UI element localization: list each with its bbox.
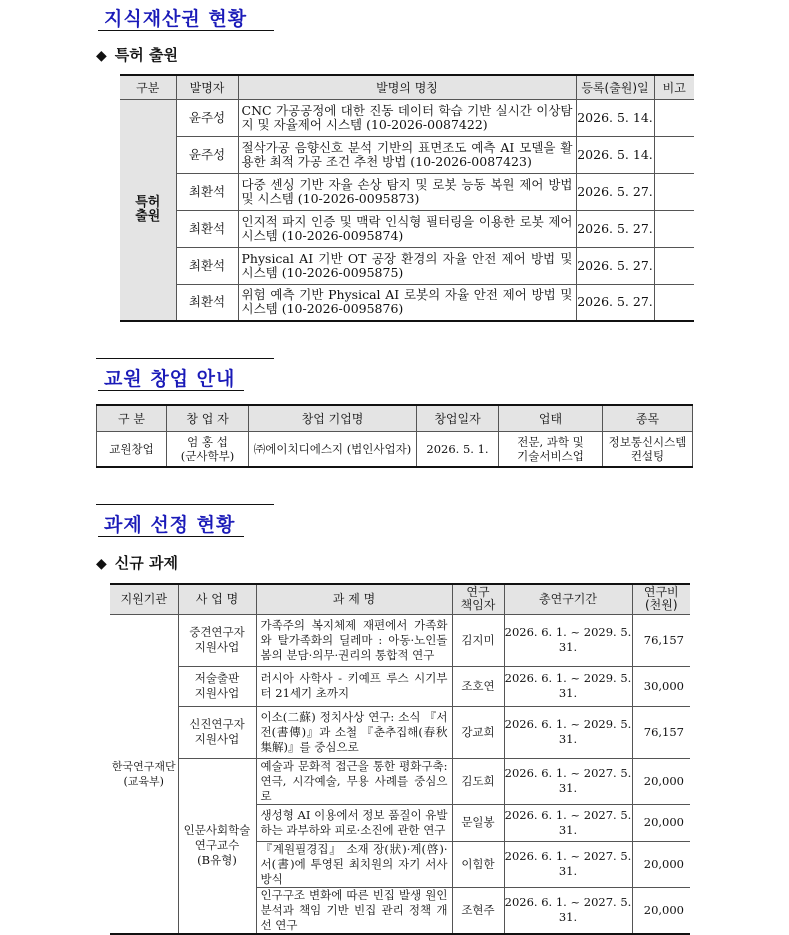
inventor-cell: 최환석 — [176, 284, 238, 321]
table-row — [110, 666, 690, 706]
remarks-cell — [654, 99, 694, 136]
invention-title-cell: 다중 센싱 기반 자율 손상 탐지 및 로봇 능동 복원 제어 방법 및 시스템 (10-2026-0095873) — [238, 173, 576, 210]
budget-cell: 76,157 — [632, 706, 690, 758]
inventor-cell: 최환석 — [176, 173, 238, 210]
program-cell — [178, 666, 256, 706]
date-cell: 2026. 5. 27. — [576, 284, 654, 321]
pi-cell: 강교희 — [452, 706, 504, 758]
patent-table — [120, 74, 694, 322]
remarks-cell — [654, 136, 694, 173]
program-line: 연구교수 — [194, 838, 240, 852]
agency-ministry: (교육부) — [123, 774, 164, 788]
business-item-cell — [603, 431, 693, 467]
period-cell: 2026. 6. 1. ~ 2029. 5. 31. — [504, 666, 632, 706]
program-cell — [178, 758, 256, 934]
period-cell: 2026. 6. 1. ~ 2029. 5. 31. — [504, 706, 632, 758]
inventor-cell: 윤주성 — [176, 136, 238, 173]
table-row — [120, 247, 694, 284]
date-cell: 2026. 5. 27. — [576, 173, 654, 210]
period-cell: 2026. 6. 1. ~ 2027. 5. 31. — [504, 804, 632, 841]
startup-header-row — [97, 405, 693, 431]
col-business-item: 종목 — [603, 405, 693, 431]
table-row — [120, 136, 694, 173]
invention-title-cell: Physical AI 기반 OT 공장 환경의 자율 안전 제어 방법 및 시스템 (10-2026-0095875) — [238, 247, 576, 284]
pi-cell: 조호연 — [452, 666, 504, 706]
company-cell: ㈜에이치디에스지 (법인사업자) — [249, 431, 417, 467]
col-budget — [632, 584, 690, 614]
patent-subtitle — [96, 44, 178, 65]
program-cell — [178, 706, 256, 758]
table-row — [120, 99, 694, 136]
program-line: (B유형) — [197, 853, 237, 867]
pi-cell: 조현주 — [452, 887, 504, 934]
diamond-bullet-icon: ◆ — [96, 556, 107, 572]
program-line: 인문사회학술 — [183, 823, 251, 837]
budget-cell: 20,000 — [632, 887, 690, 934]
col-agency: 지원기관 — [110, 584, 178, 614]
program-line: 지원사업 — [194, 732, 240, 746]
diamond-bullet-icon: ◆ — [96, 48, 107, 64]
table-row — [110, 706, 690, 758]
budget-cell: 76,157 — [632, 614, 690, 666]
invention-title-cell: 위험 예측 기반 Physical AI 로봇의 자율 안전 제어 방법 및 시스템 (10-2026-0095876) — [238, 284, 576, 321]
pi-cell: 김도희 — [452, 758, 504, 804]
date-cell: 2026. 5. 14. — [576, 136, 654, 173]
table-row — [110, 758, 690, 804]
col-category: 구분 — [120, 75, 176, 99]
startup-section-title: 교원 창업 안내 — [104, 368, 236, 390]
new-projects-subtitle — [96, 552, 178, 573]
budget-header-line: 연구비 — [643, 585, 679, 600]
inventor-cell: 최환석 — [176, 247, 238, 284]
pi-cell: 김지미 — [452, 614, 504, 666]
project-name-cell: 생성형 AI 이용에서 정보 품질이 유발하는 과부하와 피로·소진에 관한 연구 — [256, 804, 452, 841]
patent-subtitle-text: 특허 출원 — [114, 46, 178, 64]
table-row — [110, 614, 690, 666]
col-founding-date: 창업일자 — [417, 405, 499, 431]
budget-cell: 30,000 — [632, 666, 690, 706]
period-cell: 2026. 6. 1. ~ 2029. 5. 31. — [504, 614, 632, 666]
inventor-cell: 윤주성 — [176, 99, 238, 136]
col-business-type: 업태 — [499, 405, 603, 431]
project-name-cell: 『계원필경집』 소재 장(狀)·계(啓)·서(書)에 투영된 최치원의 자기 서사 방식 — [256, 841, 452, 887]
date-cell: 2026. 5. 14. — [576, 99, 654, 136]
business-item-line: 컨설팅 — [630, 448, 665, 463]
budget-cell: 20,000 — [632, 804, 690, 841]
startup-title-rule — [98, 390, 244, 391]
category-cell: 교원창업 — [97, 431, 167, 467]
period-cell: 2026. 6. 1. ~ 2027. 5. 31. — [504, 887, 632, 934]
budget-cell: 20,000 — [632, 841, 690, 887]
pi-header-line: 책임자 — [460, 598, 496, 613]
startup-title-overline — [96, 358, 274, 359]
remarks-cell — [654, 284, 694, 321]
col-category: 구 분 — [97, 405, 167, 431]
program-line: 중견연구자 — [189, 625, 245, 639]
group-label: 출원 — [135, 208, 161, 224]
project-name-cell: 이소(二蘇) 정치사상 연구: 소식 『서전(書傳)』과 소철 『춘추집해(春秋集解)』를 중심으로 — [256, 706, 452, 758]
col-period: 총연구기간 — [504, 584, 632, 614]
patent-header-row — [120, 75, 694, 99]
remarks-cell — [654, 247, 694, 284]
program-line: 지원사업 — [194, 686, 240, 700]
table-row — [97, 431, 693, 467]
business-type-line: 전문, 과학 및 — [517, 434, 584, 449]
startup-table — [96, 404, 693, 468]
agency-cell — [110, 614, 178, 934]
invention-title-cell: 절삭가공 음향신호 분석 기반의 표면조도 예측 AI 모델을 활용한 최적 가공 조건 추천 방법 (10-2026-0087423) — [238, 136, 576, 173]
budget-cell: 20,000 — [632, 758, 690, 804]
new-projects-subtitle-text: 신규 과제 — [114, 554, 178, 572]
date-cell: 2026. 5. 1. — [417, 431, 499, 467]
founder-name: 엄 홍 섭 — [187, 434, 228, 449]
table-row — [120, 210, 694, 247]
founder-cell — [167, 431, 249, 467]
table-row — [120, 173, 694, 210]
project-name-cell: 러시아 사학사 - 키예프 루스 시기부터 21세기 초까지 — [256, 666, 452, 706]
program-line: 지원사업 — [194, 640, 240, 654]
col-filing-date: 등록(출원)일 — [576, 75, 654, 99]
ip-title-rule — [98, 30, 274, 31]
remarks-cell — [654, 173, 694, 210]
col-inventor: 발명자 — [176, 75, 238, 99]
project-header-row — [110, 584, 690, 614]
project-name-cell: 가족주의 복지체제 재편에서 가족화와 탈가족화의 딜레마 : 아동·노인돌봄의 분담·의무·권리의 통합적 연구 — [256, 614, 452, 666]
col-invention-title: 발명의 명칭 — [238, 75, 576, 99]
pi-header-line: 연구 — [466, 585, 490, 600]
projects-title-rule — [98, 536, 244, 537]
agency-name: 한국연구재단 — [111, 759, 176, 773]
period-cell: 2026. 6. 1. ~ 2027. 5. 31. — [504, 841, 632, 887]
invention-title-cell: CNC 가공공정에 대한 진동 데이터 학습 기반 실시간 이상탐지 및 자율제어 시스템 (10-2026-0087422) — [238, 99, 576, 136]
inventor-cell: 최환석 — [176, 210, 238, 247]
remarks-cell — [654, 210, 694, 247]
program-line: 신진연구자 — [189, 717, 245, 731]
col-company: 창업 기업명 — [249, 405, 417, 431]
business-type-cell — [499, 431, 603, 467]
business-item-line: 정보통신시스템 — [608, 434, 687, 449]
budget-header-line: (천원) — [644, 598, 678, 613]
project-name-cell: 예술과 문화적 접근을 통한 평화구축: 연극, 시각예술, 무용 사례를 중심으로 — [256, 758, 452, 804]
ip-section-title: 지식재산권 현황 — [104, 8, 248, 30]
col-founder: 창 업 자 — [167, 405, 249, 431]
col-project-name: 과 제 명 — [256, 584, 452, 614]
col-principal-investigator — [452, 584, 504, 614]
projects-title-overline — [96, 504, 274, 505]
group-label: 특허 — [135, 194, 161, 210]
project-name-cell: 인구구조 변화에 따른 빈집 발생 원인 분석과 책임 기반 빈집 관리 정책 개선 연구 — [256, 887, 452, 934]
program-cell — [178, 614, 256, 666]
table-row — [120, 284, 694, 321]
col-remarks: 비고 — [654, 75, 694, 99]
period-cell: 2026. 6. 1. ~ 2027. 5. 31. — [504, 758, 632, 804]
pi-cell: 문일봉 — [452, 804, 504, 841]
date-cell: 2026. 5. 27. — [576, 210, 654, 247]
founder-dept: (군사학부) — [180, 448, 235, 463]
program-line: 저술출판 — [194, 671, 240, 685]
col-program: 사 업 명 — [178, 584, 256, 614]
patent-group-cell — [120, 99, 176, 321]
date-cell: 2026. 5. 27. — [576, 247, 654, 284]
pi-cell: 이힘한 — [452, 841, 504, 887]
business-type-line: 기술서비스업 — [517, 448, 584, 463]
invention-title-cell: 인지적 파지 인증 및 맥락 인식형 필터링을 이용한 로봇 제어 시스템 (10-2026-0095874) — [238, 210, 576, 247]
project-table — [110, 583, 690, 935]
projects-section-title: 과제 선정 현황 — [104, 514, 236, 536]
